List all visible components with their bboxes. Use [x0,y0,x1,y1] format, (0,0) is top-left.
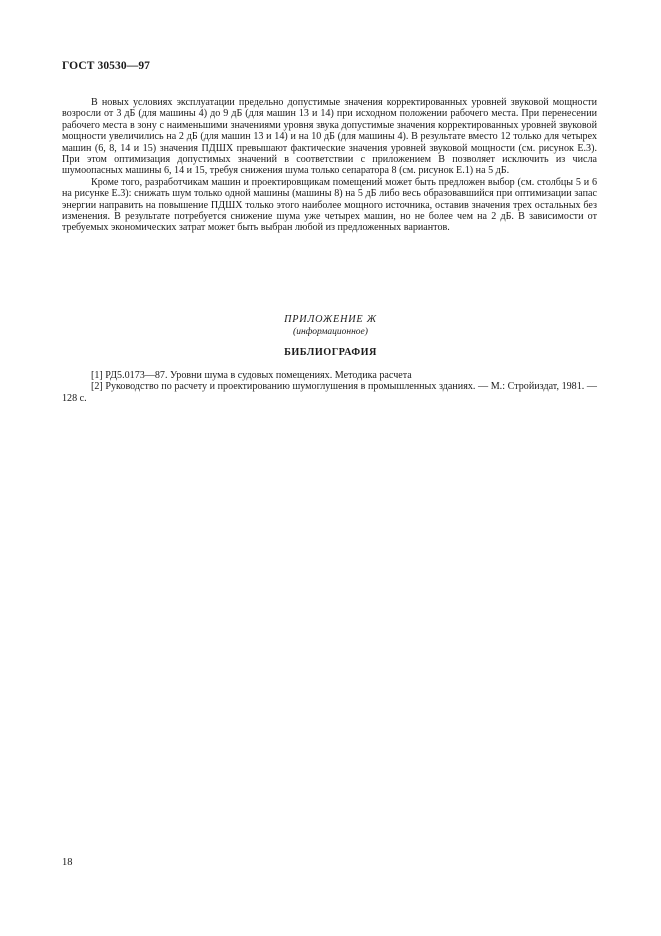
bibliography-title: БИБЛИОГРАФИЯ [284,347,377,358]
paragraph: В новых условиях эксплуатации предельно допустимые значения корректированных уровней звуковой мощности возросли от 3 дБ (для машины 4) до 9 дБ (для машин 13 и 14) при исходном положении рабочего места. При перенесении рабочего места в зону с наименьшими значениями уровня звука допустимые значения корректированных уровней звуковой мощности увеличились на 2 дБ (для машин 13 и 14) и на 10 дБ (для машины 4). В результате вместо 12 только для четырех машин (6, 8, 14 и 15) значения ПДШХ превышают фактические значения уровней звуковой мощности (см. рисунок Е.3). При этом оптимизация допустимых значений в соответствии с приложением В позволяет исключить из числа шумоопасных машины 6, 14 и 15, требуя снижения шума только сепаратора 8 (см. рисунок Е.1) на 5 дБ. [62,97,597,177]
bibliography-item: [1] РД5.0173—87. Уровни шума в судовых помещениях. Методика расчета [91,370,412,381]
appendix-title: ПРИЛОЖЕНИЕ Ж [284,314,377,325]
document-header [62,60,150,72]
page-number: 18 [62,857,73,868]
appendix-subtitle: (информационное) [293,327,368,337]
bibliography-item: [2] Руководство по расчету и проектированию шумоглушения в промышленных зданиях. — М.: Стройиздат, 1981. — 128 с. [62,381,597,404]
bibliography-list [62,370,597,404]
paragraph: Кроме того, разработчикам машин и проектировщикам помещений может быть предложен выбор (см. столбцы 5 и 6 на рисунке Е.3): снижать шум только одной машины (машины 8) на 5 дБ либо весь образовавшийся при оптимизации запас энергии направить на повышение ПДШХ только этого наиболее мощного источника, оставив значения трех остальных без изменения. В результате потребуется снижение шума уже четырех машин, но не более чем на 2 дБ. В зависимости от требуемых экономических затрат может быть выбран любой из предложенных вариантов. [62,176,597,234]
standard-code: ГОСТ 30530—97 [62,60,151,72]
body-text [62,97,597,234]
